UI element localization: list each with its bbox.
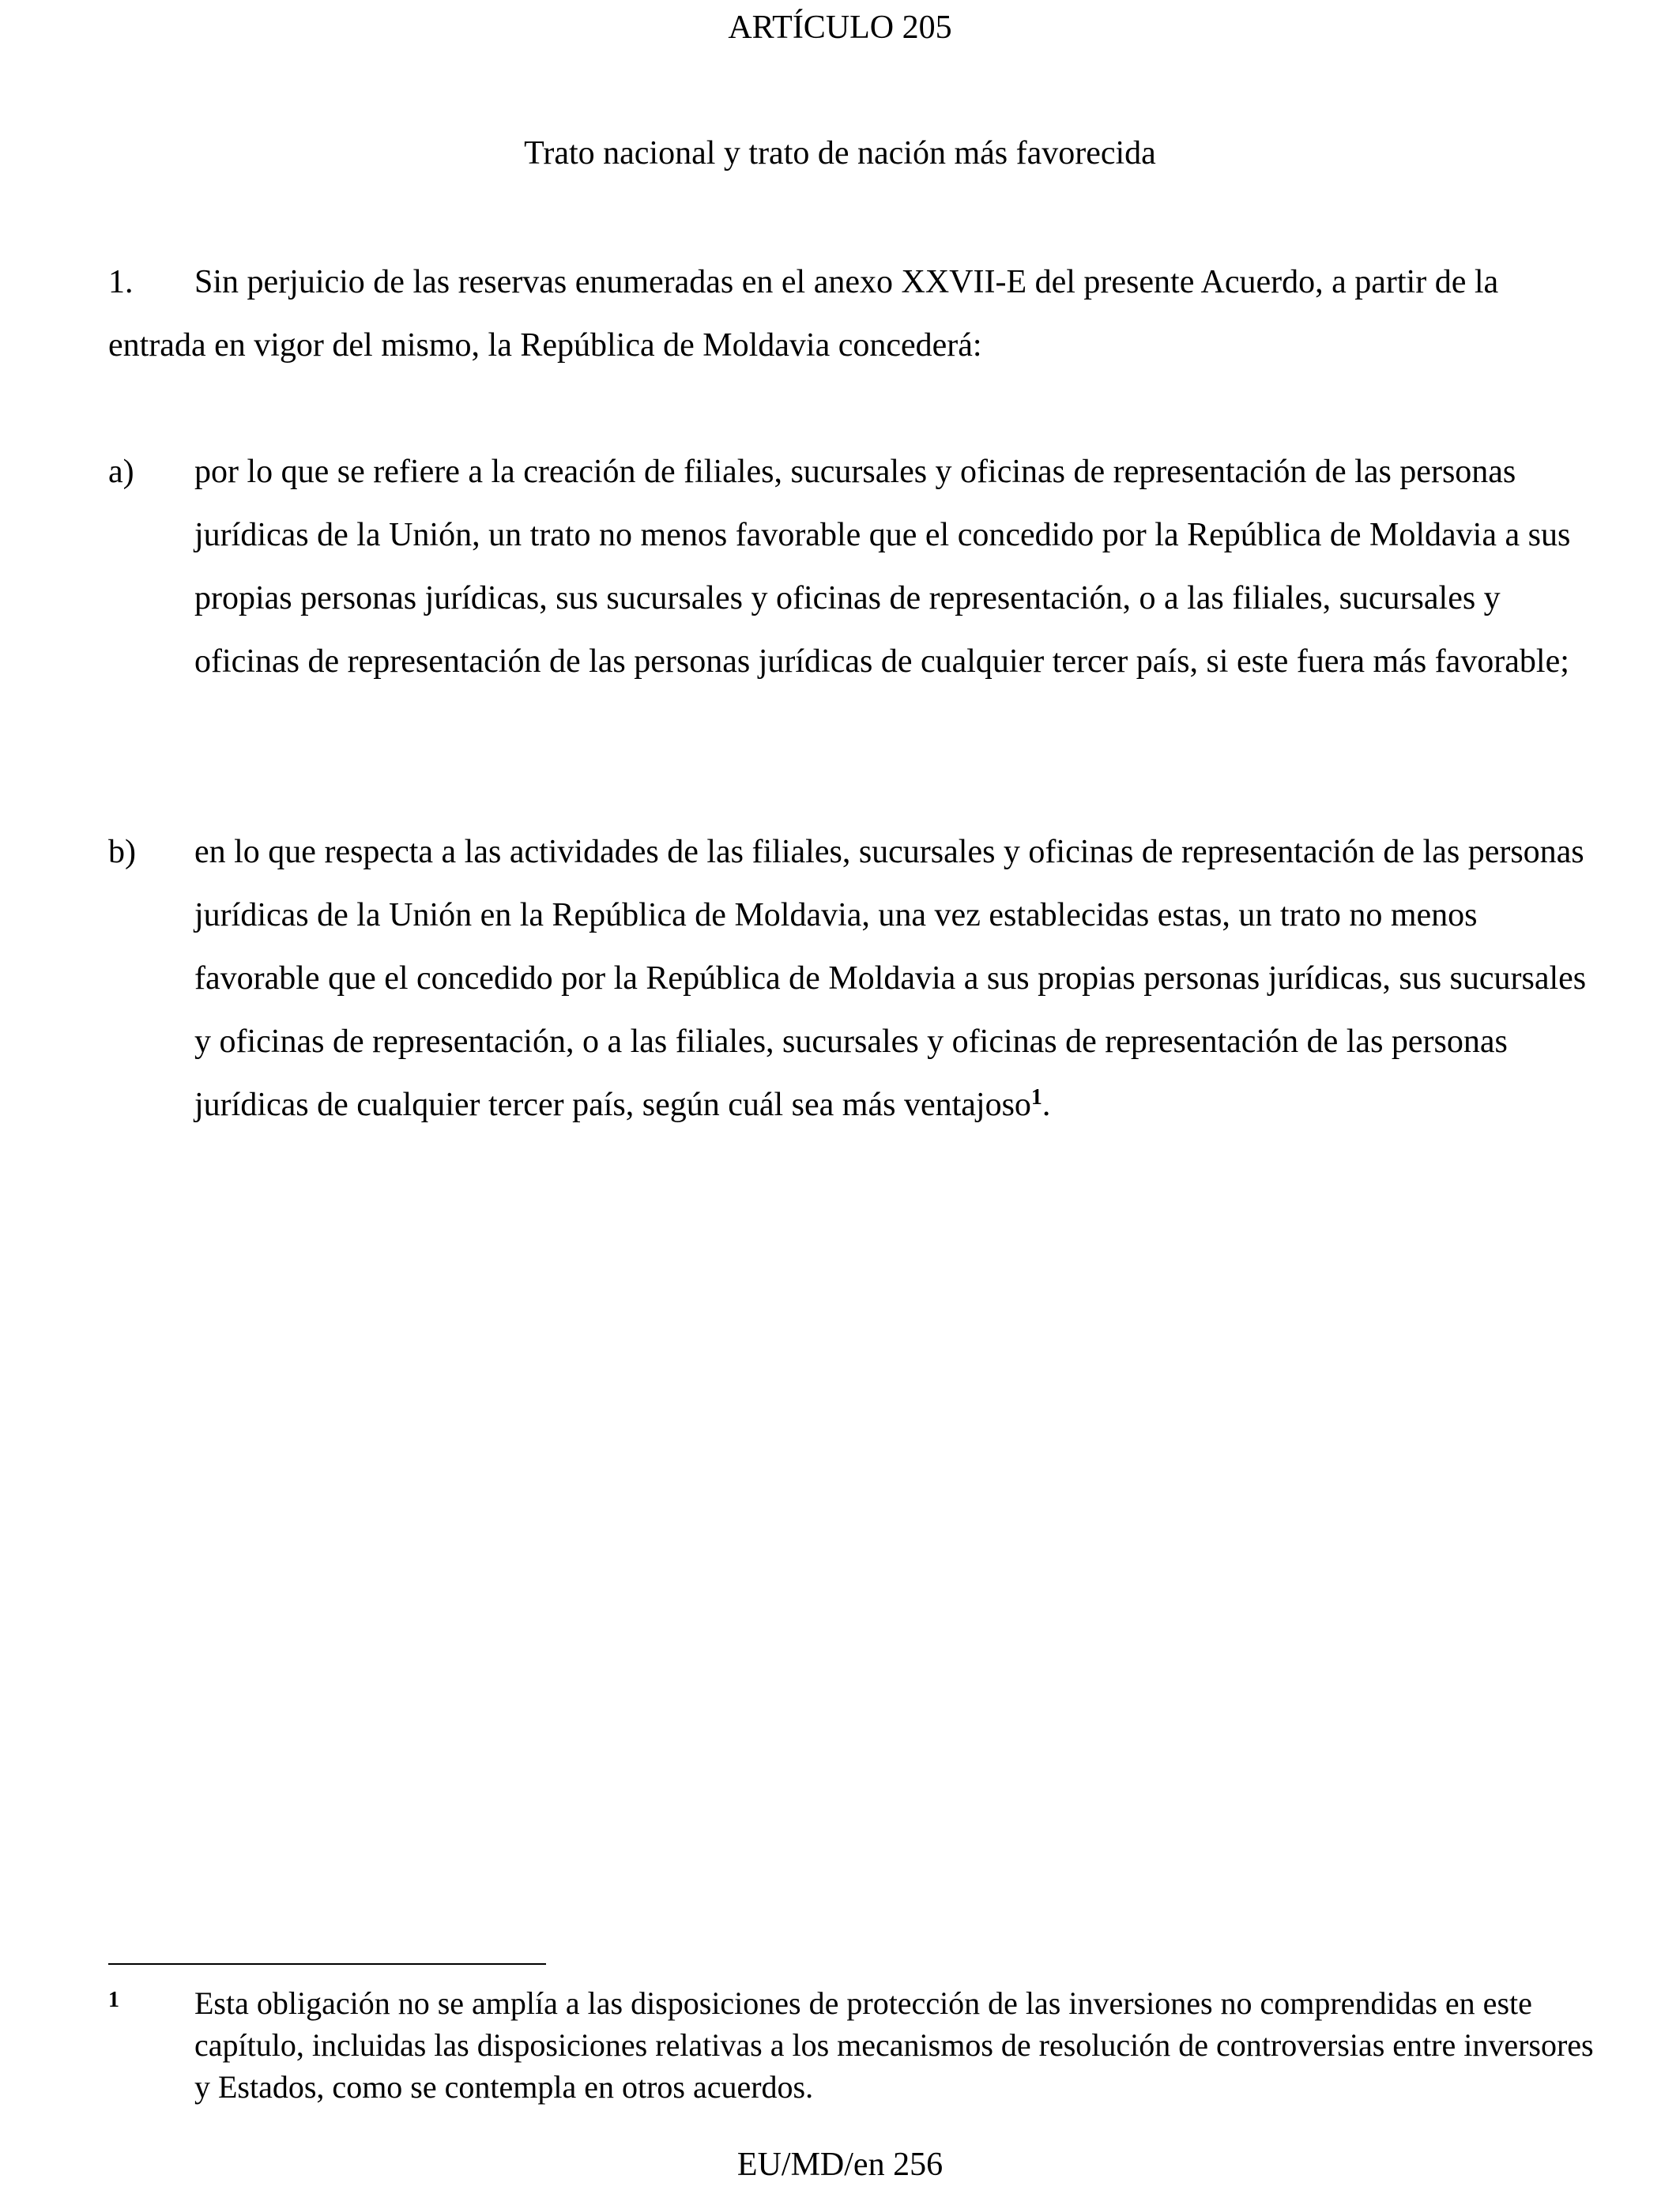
footnote-mark: 1 <box>108 1988 119 2012</box>
article-number: ARTÍCULO 205 <box>728 9 952 46</box>
article-title: Trato nacional y trato de nación más favorecida <box>524 135 1156 172</box>
paragraph-1 <box>108 251 1594 377</box>
list-item-text-wrapper <box>194 820 1594 1137</box>
footnote-text: Esta obligación no se amplía a las disposiciones de protección de las inversiones no comprendidas en este capítulo, incluidas las disposiciones relativas a los mecanismos de resolución de controversias entre inversores y Estados, como se contempla en otros acuerdos. <box>194 1985 1594 2105</box>
list-item-a <box>108 440 1594 693</box>
list-item-text: por lo que se refiere a la creación de filiales, sucursales y oficinas de representación de las personas jurídicas de la Unión, un trato no menos favorable que el concedido por la República de Moldavia a sus propias personas jurídicas, sus sucursales y oficinas de representación, o a las filiales, sucursales y oficinas de representación de las personas jurídicas de cualquier tercer país, si este fuera más favorable; <box>194 454 1571 680</box>
paragraph-number: 1. <box>108 264 134 300</box>
list-item-b <box>108 820 1594 1137</box>
footnote-reference[interactable]: 1 <box>1030 1085 1042 1110</box>
paragraph-text: Sin perjuicio de las reservas enumeradas en el anexo XXVII-E del presente Acuerdo, a partir de la entrada en vigor del mismo, la República de Moldavia concederá: <box>108 264 1499 364</box>
list-marker: b) <box>108 834 136 870</box>
list-item-text: en lo que respecta a las actividades de las filiales, sucursales y oficinas de representación de las personas jurídicas de la Unión en la República de Moldavia, una vez establecidas estas, un trato no menos favorable que el concedido por la República de Moldavia a sus propias personas jurídicas, sus sucursales y oficinas de representación, o a las filiales, sucursales y oficinas de representación de las personas jurídicas de cualquier tercer país, según cuál sea más ventajoso <box>194 834 1587 1123</box>
list-item-end-punctuation: . <box>1042 1087 1051 1123</box>
footnote-separator <box>108 1963 546 1965</box>
footnote <box>108 1982 1594 2108</box>
list-marker: a) <box>108 454 134 490</box>
page-footer: EU/MD/en 256 <box>736 2147 944 2183</box>
